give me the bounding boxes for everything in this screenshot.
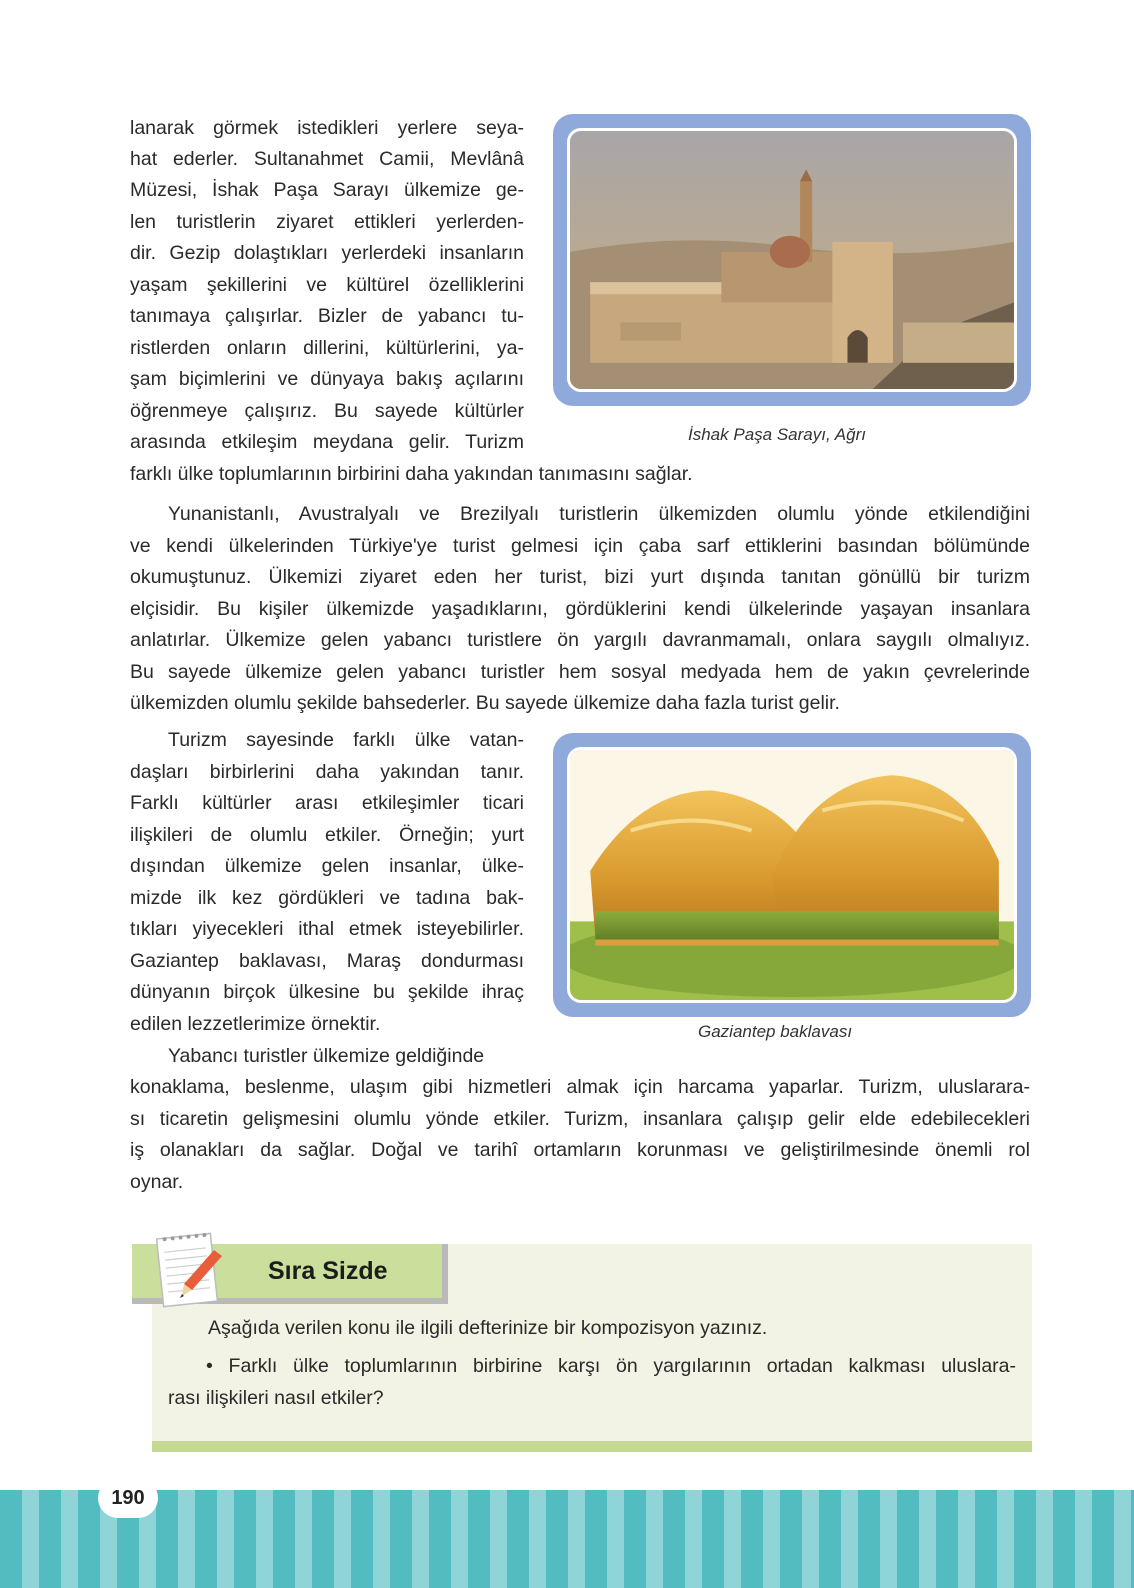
text-line: okumuştunuz. Ülkemizi ziyaret eden her turist, bizi yurt dışında tanıtan gönüllü bir turizm [130, 566, 1030, 588]
text-line: oynar. [130, 1171, 184, 1193]
activity-title: Sıra Sizde [268, 1257, 388, 1285]
palace-image-frame [553, 114, 1031, 406]
text-line: tanımaya çalışırlar. Bizler de yabancı tu- [130, 305, 524, 327]
palace-photo [567, 128, 1017, 392]
text-line: dünyanın birçok ülkesine bu şekilde ihraç [130, 981, 524, 1003]
text-line: iş olanakları da sağlar. Doğal ve tarihî ortamların korunması ve geliştirilmesinde önemli rol [130, 1139, 1030, 1161]
page-number: 190 [98, 1478, 158, 1518]
text-line: anlatırlar. Ülkemize gelen yabancı turistlere ön yargılı davranmamalı, onlara saygılı olmalıyız. [130, 629, 1030, 651]
text-line: Yabancı turistler ülkemize geldiğinde [168, 1045, 485, 1067]
activity-bullet-line: rası ilişkileri nasıl etkiler? [168, 1387, 384, 1409]
text-line: Bu sayede ülkemize gelen yabancı turistler hem sosyal medyada hem de yakın çevrelerinde [130, 661, 1030, 683]
text-line: dir. Gezip dolaştıkları yerlerdeki insanların [130, 242, 524, 264]
notepad-pencil-icon [156, 1228, 226, 1308]
baklava-image-frame [553, 733, 1031, 1017]
text-line: Yunanistanlı, Avustralyalı ve Brezilyalı turistlerin ülkemizden olumlu yönde etkilendiğini [168, 503, 1030, 525]
text-line: mizde ilk kez gördükleri ve tadına bak- [130, 887, 524, 909]
footer-stripes [0, 1490, 1134, 1588]
text-line: konaklama, beslenme, ulaşım gibi hizmetleri almak için harcama yaparlar. Turizm, uluslarara- [130, 1076, 1030, 1098]
text-line: hat ederler. Sultanahmet Camii, Mevlânâ [130, 148, 524, 170]
baklava-photo [567, 747, 1017, 1003]
text-line: Gaziantep baklavası, Maraş dondurması [130, 950, 524, 972]
text-line: daşları birbirlerini daha yakından tanır. [130, 761, 524, 783]
text-line: sı ticaretin gelişmesini olumlu yönde etkiler. Turizm, insanlara çalışıp gelir elde edebilecekleri [130, 1108, 1030, 1130]
text-line: elçisidir. Bu kişiler ülkemizde yaşadıklarını, gördüklerini kendi ülkelerinde yaşayan insanlara [130, 598, 1030, 620]
text-line: dışından ülkemize gelen insanlar, ülke- [130, 855, 524, 877]
text-line: şam biçimlerini ve dünyaya bakış açılarını [130, 368, 524, 390]
text-line: ülkemizden olumlu şekilde bahsederler. Bu sayede ülkemize daha fazla turist gelir. [130, 692, 840, 714]
text-line: Müzesi, İshak Paşa Sarayı ülkemize ge- [130, 179, 524, 201]
text-line: edilen lezzetlerimize örnektir. [130, 1013, 381, 1035]
text-line: ilişkileri de olumlu etkiler. Örneğin; yurt [130, 824, 524, 846]
text-line: Turizm sayesinde farklı ülke vatan- [168, 729, 524, 751]
text-line: ristlerden onların dillerini, kültürlerini, ya- [130, 337, 524, 359]
text-line: tıkları yiyecekleri ithal etmek isteyebilirler. [130, 918, 524, 940]
text-line: arasında etkileşim meydana gelir. Turizm [130, 431, 524, 453]
activity-box-bar [152, 1441, 1032, 1452]
text-line: öğrenmeye çalışırız. Bu sayede kültürler [130, 400, 524, 422]
text-line: Farklı kültürler arası etkileşimler ticari [130, 792, 524, 814]
text-line: yaşam şekillerini ve kültürel özelliklerini [130, 274, 524, 296]
activity-instruction: Aşağıda verilen konu ile ilgili defterinize bir kompozisyon yazınız. [208, 1317, 768, 1339]
text-line: farklı ülke toplumlarının birbirini daha yakından tanımasını sağlar. [130, 463, 693, 485]
activity-bullet-line: • Farklı ülke toplumlarının birbirine karşı ön yargılarının ortadan kalkması uluslara- [206, 1355, 1016, 1377]
baklava-caption: Gaziantep baklavası [698, 1022, 853, 1041]
text-line: lanarak görmek istedikleri yerlere seya- [130, 117, 524, 139]
text-line: len turistlerin ziyaret ettikleri yerlerden- [130, 211, 524, 233]
palace-caption: İshak Paşa Sarayı, Ağrı [688, 425, 866, 444]
text-line: ve kendi ülkelerinden Türkiye'ye turist gelmesi için çaba sarf ettiklerini basından bölümünde [130, 535, 1030, 557]
